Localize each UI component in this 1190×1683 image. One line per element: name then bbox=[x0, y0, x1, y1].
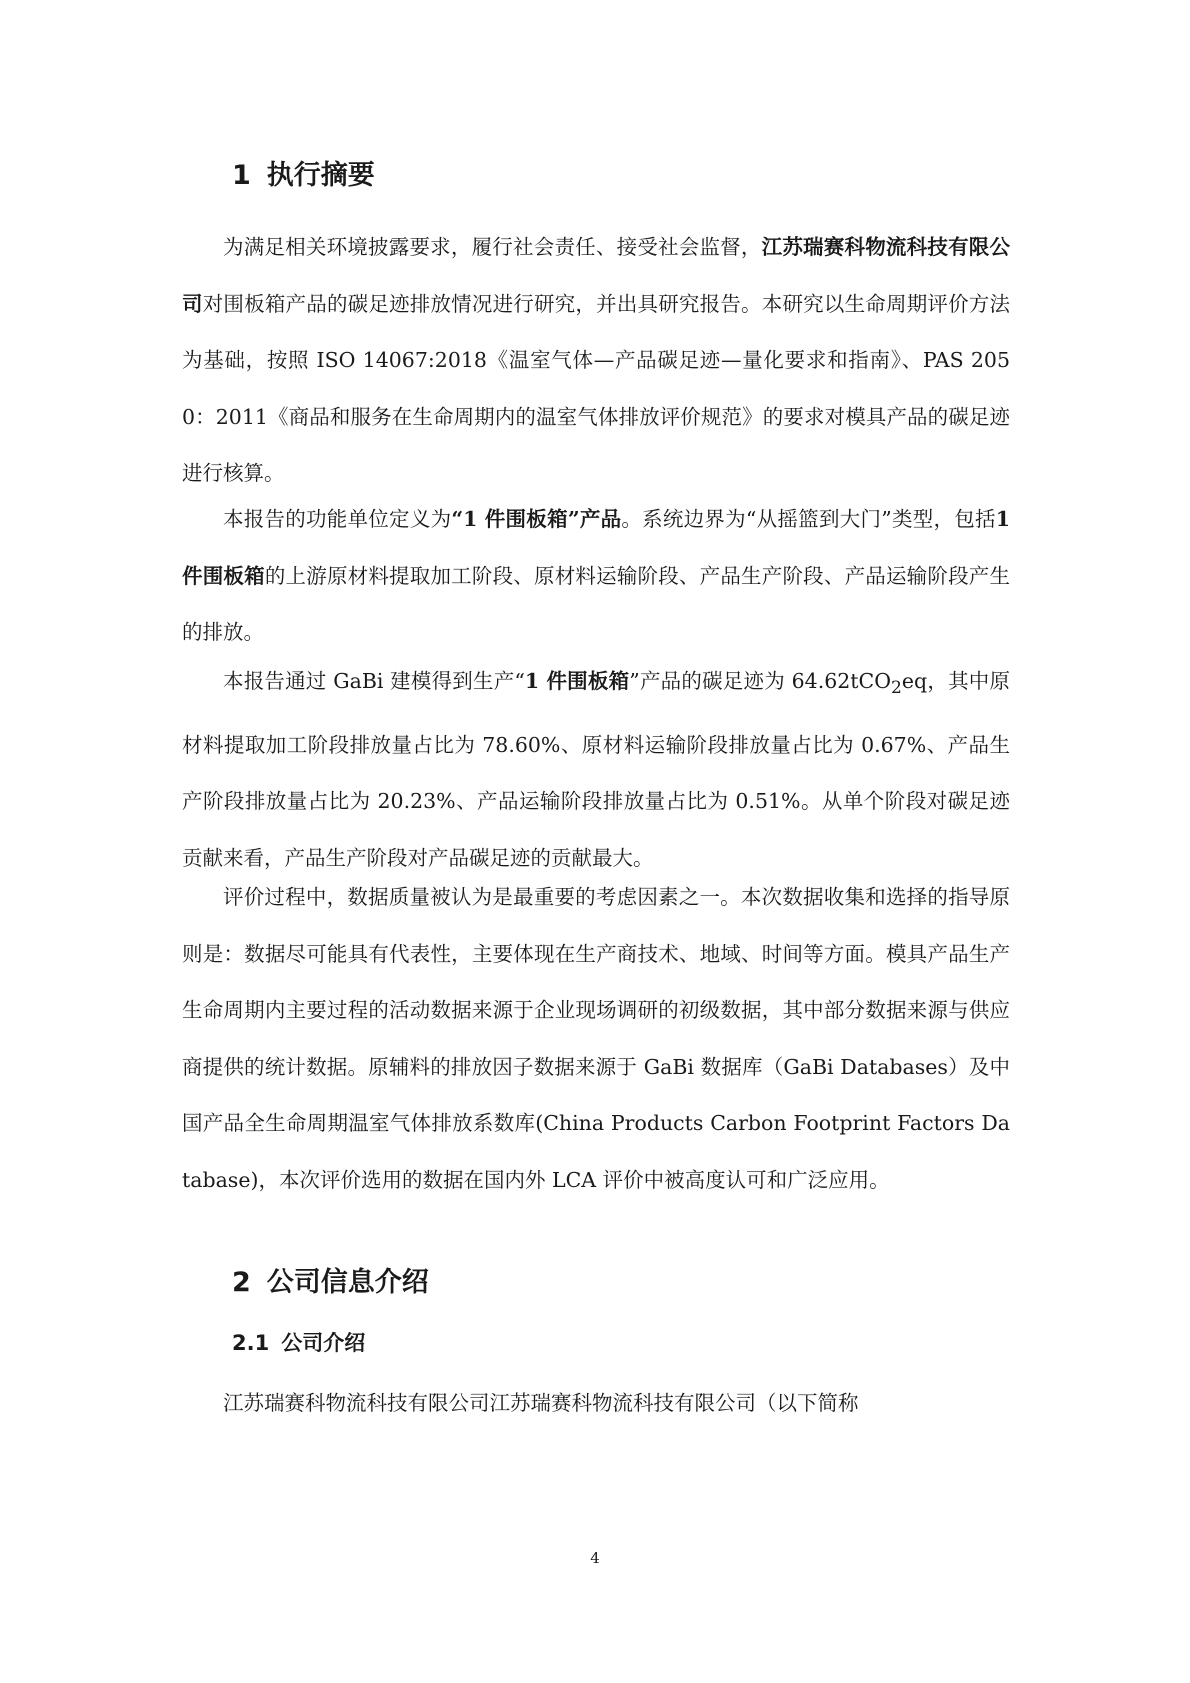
section-1-number: 1 bbox=[232, 160, 251, 191]
section-2-1-number: 2.1 bbox=[232, 1331, 270, 1355]
paragraph-text: 对围板箱产品的碳足迹排放情况进行研究，并出具研究报告。本研究以生命周期评价方法为基础，按照 ISO 14067:2018《温室气体—产品碳足迹—量化要求和指南》、PAS 2050：2011《商品和服务在生命周期内的温室气体排放评价规范》的要求对模具产品的碳足迹进行核算。 bbox=[182, 291, 1011, 485]
section-1-heading bbox=[232, 158, 375, 194]
paragraph-text: 为满足相关环境披露要求，履行社会责任、接受社会监督， bbox=[223, 235, 762, 259]
product-name-bold: 1 件围板箱 bbox=[524, 669, 630, 693]
section-2-1-title: 公司介绍 bbox=[281, 1331, 366, 1355]
company-intro-paragraph: 江苏瑞赛科物流科技有限公司江苏瑞赛科物流科技有限公司（以下简称 bbox=[223, 1391, 859, 1415]
company-name-bold: 江苏瑞赛科物流科技有限公司 bbox=[182, 235, 1011, 316]
paragraph-text: 的上游原材料提取加工阶段、原材料运输阶段、产品生产阶段、产品运输阶段产生的排放。 bbox=[182, 563, 1011, 644]
executive-summary-paragraph-4: 评价过程中，数据质量被认为是最重要的考虑因素之一。本次数据收集和选择的指导原则是：数据尽可能具有代表性，主要体现在生产商技术、地域、时间等方面。模具产品生产生命周期内主要过程的活动数据来源于企业现场调研的初级数据，其中部分数据来源与供应商提供的统计数据。原辅料的排放因子数据来源于 GaBi 数据库（GaBi Databases）及中国产品全生命周期温室气体排放系数库(China Products Carbon Footprint Factors Database)，本次评价选用的数据在国内外 LCA 评价中被高度认可和广泛应用。 bbox=[182, 885, 1010, 1192]
page-number: 4 bbox=[590, 1549, 600, 1567]
paragraph-text: 。系统边界为“从摇篮到大门”类型，包括 bbox=[621, 507, 996, 531]
paragraph-text: 本报告的功能单位定义为 bbox=[223, 507, 452, 531]
paragraph-text: ”产品的碳足迹为 64.62tCO bbox=[629, 669, 892, 693]
functional-unit-bold: “1 件围板箱”产品 bbox=[451, 507, 622, 531]
section-2-title: 公司信息介绍 bbox=[266, 1267, 429, 1298]
executive-summary-paragraph-1 bbox=[182, 219, 1010, 502]
section-2-number: 2 bbox=[232, 1267, 251, 1298]
co2-subscript: 2 bbox=[891, 678, 902, 699]
executive-summary-paragraph-2 bbox=[182, 491, 1010, 661]
paragraph-text: eq，其中原材料提取加工阶段排放量占比为 78.60%、原材料运输阶段排放量占比为 0.67%、产品生产阶段排放量占比为 20.23%、产品运输阶段排放量占比为 0.51%。从单个阶段对碳足迹贡献来看，产品生产阶段对产品碳足迹的贡献最大。 bbox=[182, 669, 1010, 870]
paragraph-text: 本报告通过 GaBi 建模得到生产“ bbox=[223, 669, 525, 693]
executive-summary-paragraph-3 bbox=[182, 653, 1010, 886]
section-2-1-heading bbox=[232, 1328, 365, 1358]
section-1-title: 执行摘要 bbox=[266, 160, 375, 191]
product-name-bold: 1 件围板箱 bbox=[182, 507, 1011, 588]
section-2-heading bbox=[232, 1265, 429, 1301]
